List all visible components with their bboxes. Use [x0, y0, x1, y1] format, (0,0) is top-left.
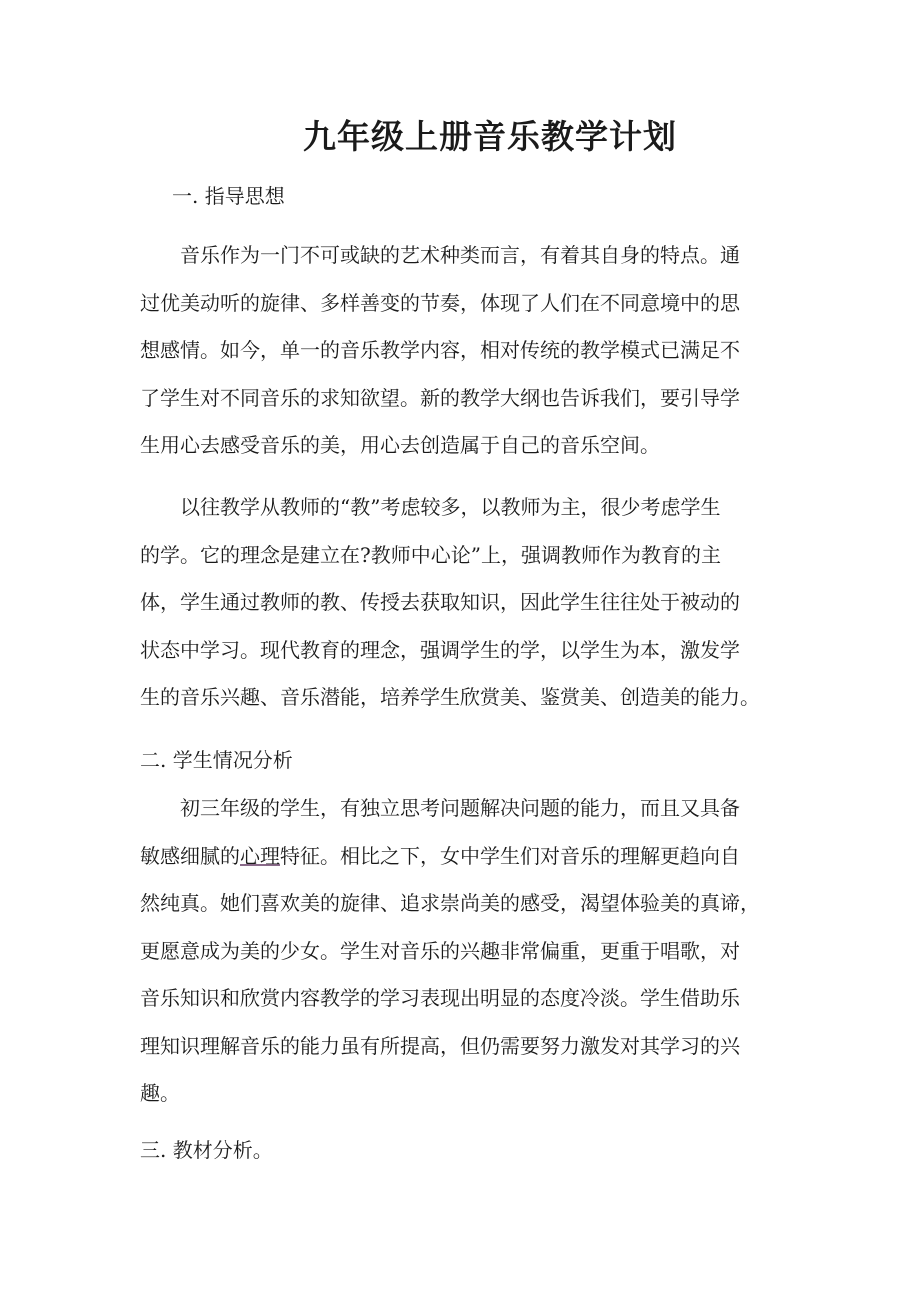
text-line: 的学。它的理念是建立在?教师中心论”上，强调教师作为教育的主 [140, 542, 721, 567]
text-line: 音乐作为一门不可或缺的艺术种类而言，有着其自身的特点。通 [180, 243, 740, 267]
paragraph-guiding-ideology-1 [140, 232, 780, 470]
text-line: 理知识理解音乐的能力虽有所提高，但仍需要努力激发对其学习的兴 [140, 1033, 740, 1058]
text-line: 了学生对不同音乐的求知欲望。新的教学大纲也告诉我们，要引导学 [140, 385, 740, 410]
paragraph-student-analysis [140, 785, 780, 1118]
text-line: 过优美动听的旋律、多样善变的节奏，体现了人们在不同意境中的思 [140, 290, 740, 315]
text-line: 更愿意成为美的少女。学生对音乐的兴趣非常偏重，更重于唱歌，对 [140, 938, 740, 963]
text-line: 生用心去感受音乐的美，用心去创造属于自己的音乐空间。 [140, 433, 660, 457]
text-line [140, 833, 780, 881]
text-segment: 敏感细腻的 [140, 843, 240, 868]
section-heading-textbook-analysis: 三. 教材分析。 [140, 1138, 273, 1162]
text-line: 想感情。如今，单一的音乐教学内容，相对传统的教学模式已满足不 [140, 338, 740, 362]
text-line: 然纯真。她们喜欢美的旋律、追求崇尚美的感受，渴望体验美的真谛， [140, 891, 760, 915]
text-line: 趣。 [140, 1081, 180, 1105]
section-heading-guiding-ideology: 一. 指导思想 [172, 184, 285, 208]
underlined-term-psychology: 心理 [240, 843, 280, 868]
text-line: 初三年级的学生，有独立思考问题解决问题的能力，而且又具备 [180, 796, 740, 820]
text-line: 以往教学从教师的“教”考虑较多，以教师为主，很少考虑学生 [180, 495, 721, 519]
text-line: 体，学生通过教师的教、传授去获取知识，因此学生往往处于被动的 [140, 590, 740, 614]
paragraph-guiding-ideology-2 [140, 484, 780, 722]
text-line: 音乐知识和欣赏内容教学的学习表现出明显的态度冷淡。学生借助乐 [140, 986, 740, 1010]
text-line: 生的音乐兴趣、音乐潜能，培养学生欣赏美、鉴赏美、创造美的能力。 [140, 685, 760, 709]
text-line: 状态中学习。现代教育的理念，强调学生的学，以学生为本，激发学 [140, 637, 740, 662]
text-segment: 特征。相比之下，女中学生们对音乐的理解更趋向自 [280, 843, 740, 868]
document-title: 九年级上册音乐教学计划 [303, 117, 677, 156]
section-heading-student-analysis: 二. 学生情况分析 [140, 748, 293, 772]
